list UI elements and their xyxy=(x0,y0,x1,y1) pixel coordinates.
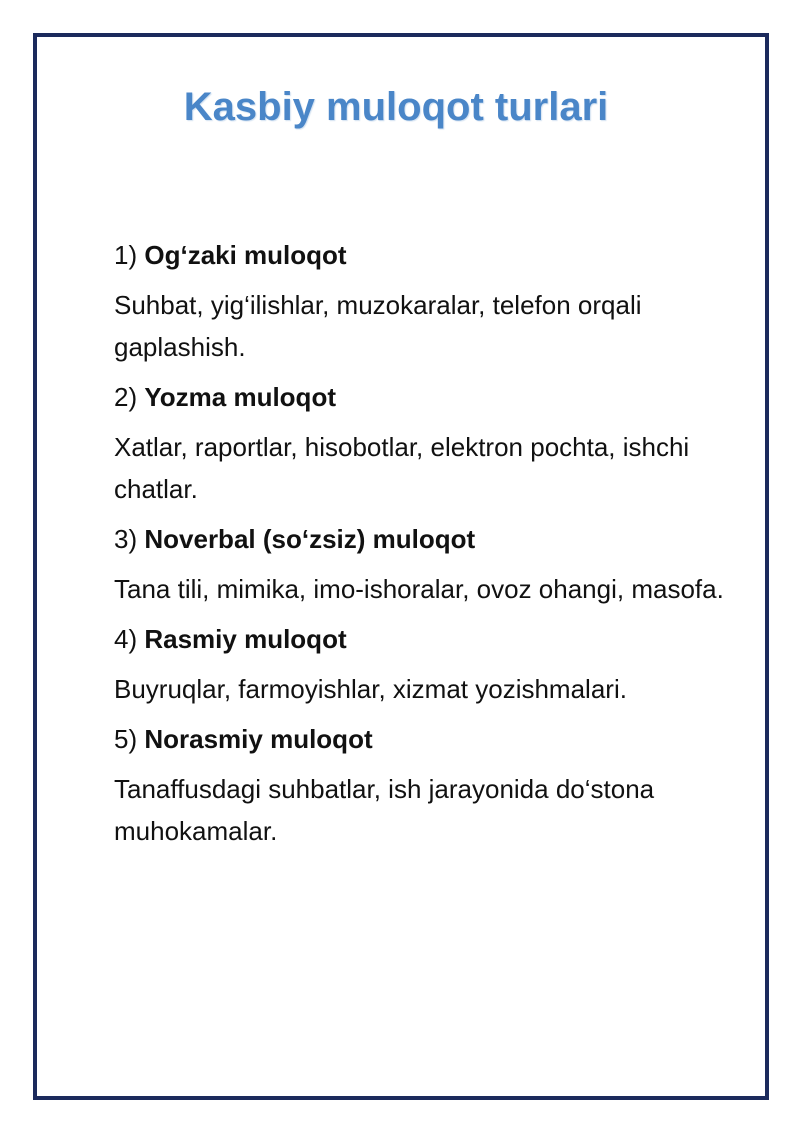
item-heading xyxy=(114,376,744,418)
list-item xyxy=(114,718,744,852)
item-number: 2) xyxy=(114,382,138,412)
item-number: 5) xyxy=(114,724,138,754)
list-item xyxy=(114,234,744,368)
item-title: Yozma muloqot xyxy=(144,382,336,412)
item-description: Xatlar, raportlar, hisobotlar, elektron pochta, ishchi chatlar. xyxy=(114,432,690,504)
item-heading xyxy=(114,718,744,760)
item-title: Noverbal (so‘zsiz) muloqot xyxy=(144,524,476,554)
item-title: Og‘zaki muloqot xyxy=(144,240,347,270)
item-description: Tana tili, mimika, imo-ishoralar, ovoz ohangi, masofa. xyxy=(114,574,724,604)
item-description: Suhbat, yig‘ilishlar, muzokaralar, telefon orqali gaplashish. xyxy=(114,290,642,362)
list-item xyxy=(114,376,744,510)
item-number: 4) xyxy=(114,624,138,654)
item-title: Norasmiy muloqot xyxy=(144,724,373,754)
item-title: Rasmiy muloqot xyxy=(144,624,347,654)
item-description: Buyruqlar, farmoyishlar, xizmat yozishmalari. xyxy=(114,674,627,704)
item-description: Tanaffusdagi suhbatlar, ish jarayonida do‘stona muhokamalar. xyxy=(114,774,655,846)
item-heading xyxy=(114,234,744,276)
item-number: 1) xyxy=(114,240,138,270)
list-item xyxy=(114,618,744,710)
item-number: 3) xyxy=(114,524,138,554)
item-heading xyxy=(114,618,744,660)
item-heading xyxy=(114,518,744,560)
list-content xyxy=(114,234,744,860)
page-title: Kasbiy muloqot turlari xyxy=(183,85,609,129)
list-item xyxy=(114,518,744,610)
